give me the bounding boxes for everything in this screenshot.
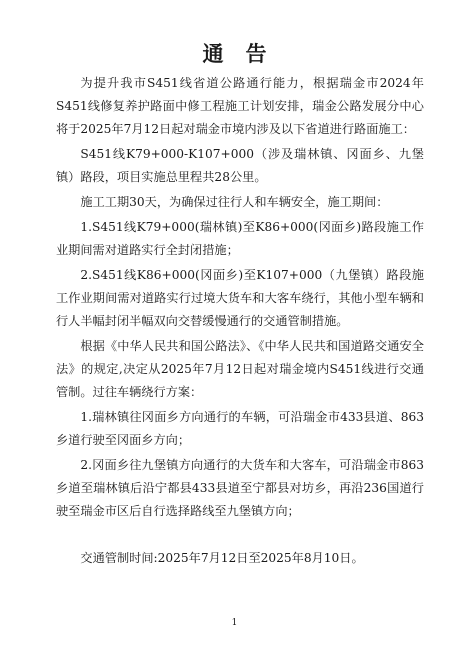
- paragraph-duration: 施工工期30天，为确保过往行人和车辆安全，施工期间：: [80, 195, 389, 209]
- paragraph-road-section: S451线K79+000-K107+000（涉及瑞林镇、冈面乡、九堡镇）路段，项目实施总里程共28公里。: [56, 147, 424, 184]
- paragraph-detour-1: 1.瑞林镇往冈面乡方向通行的车辆，可沿瑞金市433县道、863乡道行驶至冈面乡方向；: [56, 410, 424, 447]
- paragraph-detour-2: 2.冈面乡往九堡镇方向通行的大货车和大客车，可沿瑞金市863乡道至瑞林镇后沿宁都县433县道至宁都县对坊乡，再沿236国道行驶至瑞金市区后自行选择路线至九堡镇方向；: [56, 458, 424, 518]
- paragraph-control-time: 交通管制时间:2025年7月12日至2025年8月10日。: [80, 551, 364, 565]
- notice-title: 通告: [202, 42, 289, 66]
- paragraph-measure-2: 2.S451线K86+000(冈面乡)至K107+000（九堡镇）路段施工作业期间需对道路实行过境大货车和大客车绕行，其他小型车辆和行人半幅封闭半幅双向交替缓慢通行的交通管制措施。: [56, 268, 424, 328]
- paragraph-intro: 为提升我市S451线省道公路通行能力，根据瑞金市2024年S451线修复养护路面中修工程施工计划安排，瑞金公路发展分中心将于2025年7月12日起对瑞金市境内涉及以下省道进行路面施工：: [56, 76, 424, 136]
- paragraph-legal-basis: 根据《中华人民共和国公路法》、《中华人民共和国道路交通安全法》的规定,决定从2025年7月12日起对瑞金境内S451线进行交通管制。过往车辆绕行方案：: [56, 339, 424, 399]
- notice-body: [56, 72, 424, 572]
- paragraph-measure-1: 1.S451线K79+000(瑞林镇)至K86+000(冈面乡)路段施工作业期间需对道路实行全封闭措施；: [56, 220, 424, 257]
- spacer: [56, 525, 424, 547]
- page-number: 1: [231, 618, 238, 628]
